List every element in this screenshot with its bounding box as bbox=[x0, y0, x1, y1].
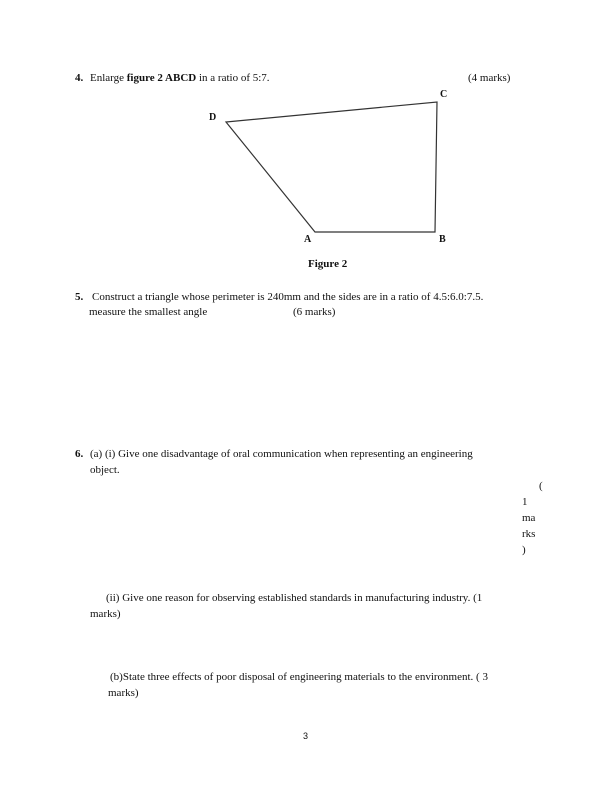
q6-a-i-marks-4: ) bbox=[522, 544, 526, 556]
q6-number: 6. bbox=[75, 448, 84, 460]
q4-marks: (4 marks) bbox=[468, 72, 511, 84]
figure-caption: Figure 2 bbox=[308, 258, 348, 270]
q6-a-i-line2: object. bbox=[90, 464, 120, 476]
q6-a-i-marks-1: 1 bbox=[522, 496, 528, 508]
q6-b-line2: marks) bbox=[108, 687, 139, 699]
page-number: 3 bbox=[303, 731, 309, 741]
q6-a-i-marks-3: rks bbox=[522, 528, 536, 540]
label-b: B bbox=[439, 234, 446, 245]
quadrilateral-abcd bbox=[226, 102, 437, 232]
q6-a-i-line1: (a) (i) Give one disadvantage of oral communication when representing an engineering bbox=[90, 448, 473, 460]
q6-a-i-marks-0: ( bbox=[539, 480, 543, 492]
q5-line2: measure the smallest angle bbox=[89, 306, 208, 318]
q5-marks: (6 marks) bbox=[293, 306, 336, 318]
q4-text: Enlarge figure 2 ABCD in a ratio of 5:7. bbox=[90, 72, 270, 84]
q6-a-ii-line1: (ii) Give one reason for observing established standards in manufacturing industry. (1 bbox=[106, 592, 483, 604]
label-c: C bbox=[440, 89, 448, 100]
label-d: D bbox=[209, 112, 217, 123]
q6-a-ii-line2: marks) bbox=[90, 608, 121, 620]
q5-line1: Construct a triangle whose perimeter is 240mm and the sides are in a ratio of 4.5:6.0:7.5. bbox=[92, 291, 484, 303]
q5-number: 5. bbox=[75, 291, 84, 303]
q6-a-i-marks-2: ma bbox=[522, 512, 536, 524]
q6-b-line1: (b)State three effects of poor disposal of engineering materials to the environment. ( 3 bbox=[110, 671, 488, 683]
q4-number: 4. bbox=[75, 72, 84, 84]
label-a: A bbox=[304, 234, 312, 245]
